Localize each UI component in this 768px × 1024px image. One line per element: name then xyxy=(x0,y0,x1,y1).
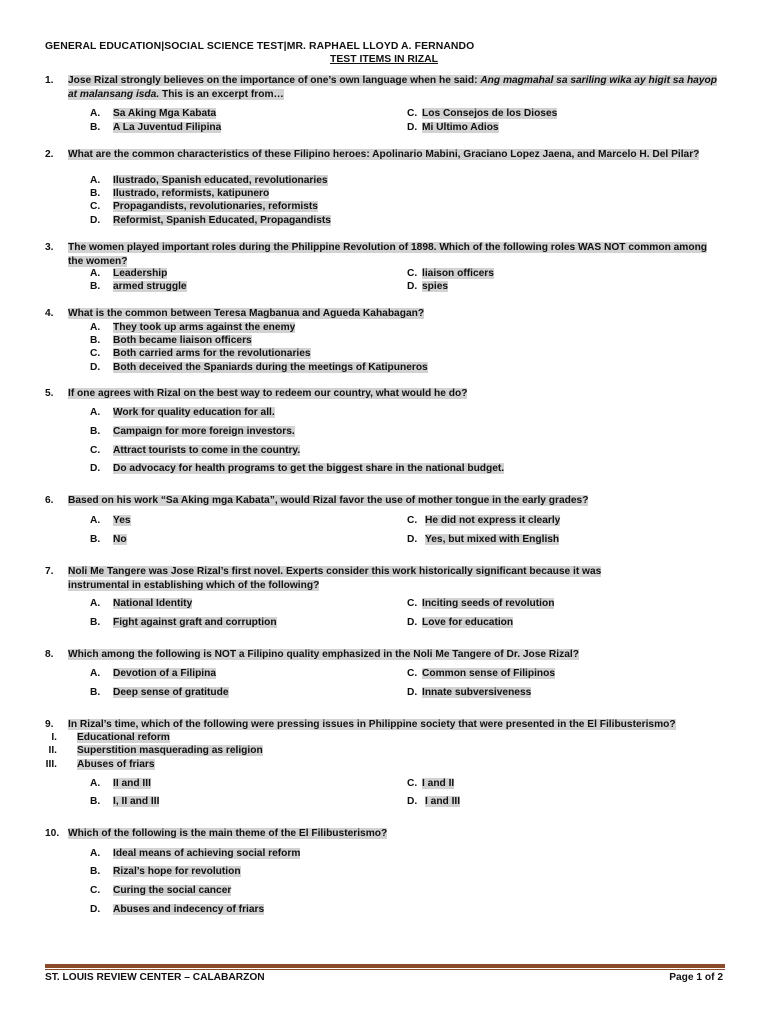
question-10: 10. Which of the following is the main theme of the El Filibusterismo? xyxy=(45,828,388,839)
option-2c[interactable]: C. Propagandists, revolutionaries, reformists xyxy=(90,201,318,212)
option-2a[interactable]: A. Ilustrado, Spanish educated, revolutionaries xyxy=(90,175,328,186)
option-8b[interactable]: B. Deep sense of gratitude xyxy=(90,687,229,698)
option-7b[interactable]: B. Fight against graft and corruption xyxy=(90,617,277,628)
question-6: 6. Based on his work “Sa Aking mga Kabata”, would Rizal favor the use of mother tongue in the early grades? xyxy=(45,495,589,506)
option-5b[interactable]: B. Campaign for more foreign investors. xyxy=(90,426,295,437)
stem-italic-quote: Ang magmahal sa sariling wika ay higit sa hayop at malansang isda. xyxy=(68,75,717,100)
option-9a[interactable]: A. II and III xyxy=(90,778,151,789)
option-7c[interactable]: C. Inciting seeds of revolution xyxy=(407,598,555,609)
option-4c[interactable]: C. Both carried arms for the revolutionaries xyxy=(90,348,311,359)
document-header: GENERAL EDUCATION|SOCIAL SCIENCE TEST|MR. RAPHAEL LLOYD A. FERNANDO xyxy=(45,41,475,52)
stem-text: Jose Rizal strongly believes on the importance of one’s own language when he said: xyxy=(68,75,481,86)
option-1c[interactable]: C. Los Consejos de los Dioses xyxy=(407,108,558,119)
option-10a[interactable]: A. Ideal means of achieving social reform xyxy=(90,848,301,859)
option-6a[interactable]: A. Yes xyxy=(90,515,131,526)
roman-item-3: III. Abuses of friars xyxy=(45,759,155,770)
question-stem: Which among the following is NOT a Filipino quality emphasized in the Noli Me Tangere of Dr. Jose Rizal? xyxy=(68,649,579,660)
roman-item-2: II. Superstition masquerading as religion xyxy=(48,745,263,756)
question-stem: What are the common characteristics of these Filipino heroes: Apolinario Mabini, Graciano Lopez Jaena, and Marcelo H. Del Pilar? xyxy=(68,149,700,160)
option-1a[interactable]: A. Sa Aking Mga Kabata xyxy=(90,108,217,119)
option-8d[interactable]: D. Innate subversiveness xyxy=(407,687,532,698)
option-9b[interactable]: B. I, II and III xyxy=(90,796,160,807)
question-stem xyxy=(68,74,725,101)
question-7: 7. Noli Me Tangere was Jose Rizal’s first novel. Experts consider this work historically significant because it was instrumental in establishing which of the following? xyxy=(45,566,602,591)
option-9d[interactable]: D. I and III xyxy=(407,796,461,807)
question-number: 1. xyxy=(45,75,54,86)
option-10d[interactable]: D. Abuses and indecency of friars xyxy=(90,904,265,915)
option-3a[interactable]: A. Leadership xyxy=(90,268,168,279)
option-1d[interactable]: D. Mi Ultimo Adios xyxy=(407,122,499,133)
option-2d[interactable]: D. Reformist, Spanish Educated, Propagandists xyxy=(90,215,331,226)
option-6b[interactable]: B. No xyxy=(90,534,127,545)
question-stem: What is the common between Teresa Magbanua and Agueda Kahabagan? xyxy=(68,308,425,319)
roman-item-1: I. Educational reform xyxy=(51,732,170,743)
stem-text-end: This is an excerpt from… xyxy=(159,88,284,100)
question-stem: Based on his work “Sa Aking mga Kabata”, would Rizal favor the use of mother tongue in the early grades? xyxy=(68,495,589,506)
question-3: 3. The women played important roles during the Philippine Revolution of 1898. Which of the following roles WAS NOT common among the women? xyxy=(45,242,708,267)
footer-page-number: Page 1 of 2 xyxy=(669,972,723,983)
option-8a[interactable]: A. Devotion of a Filipina xyxy=(90,668,217,679)
document-subtitle: TEST ITEMS IN RIZAL xyxy=(330,54,438,65)
question-1 xyxy=(45,74,725,101)
option-9c[interactable]: C. I and II xyxy=(407,778,455,789)
option-7d[interactable]: D. Love for education xyxy=(407,617,514,628)
question-stem: In Rizal’s time, which of the following were pressing issues in Philippine society that were presented in the El Filibusterismo? xyxy=(68,719,676,730)
option-10c[interactable]: C. Curing the social cancer xyxy=(90,885,232,896)
option-4a[interactable]: A. They took up arms against the enemy xyxy=(90,322,296,333)
option-3d[interactable]: D. spies xyxy=(407,281,449,292)
option-8c[interactable]: C. Common sense of Filipinos xyxy=(407,668,556,679)
option-2b[interactable]: B. Ilustrado, reformists, katipunero xyxy=(90,188,270,199)
option-6d[interactable]: D. Yes, but mixed with English xyxy=(407,534,560,545)
option-5c[interactable]: C. Attract tourists to come in the country. xyxy=(90,445,301,456)
question-8: 8. Which among the following is NOT a Filipino quality emphasized in the Noli Me Tangere of Dr. Jose Rizal? xyxy=(45,649,579,660)
question-9: 9. In Rizal’s time, which of the following were pressing issues in Philippine society that were presented in the El Filibusterismo? xyxy=(45,719,676,730)
footer-rule xyxy=(45,964,725,968)
option-10b[interactable]: B. Rizal’s hope for revolution xyxy=(90,866,241,877)
option-5a[interactable]: A. Work for quality education for all. xyxy=(90,407,275,418)
footer-center-name: ST. LOUIS REVIEW CENTER – CALABARZON xyxy=(45,972,265,983)
option-3c[interactable]: C. liaison officers xyxy=(407,268,494,279)
question-stem: Noli Me Tangere was Jose Rizal’s first novel. Experts consider this work historically significant because it was instrumental in establishing which of the following? xyxy=(68,566,602,591)
option-4b[interactable]: B. Both became liaison officers xyxy=(90,335,252,346)
question-stem: Which of the following is the main theme of the El Filibusterismo? xyxy=(68,828,388,839)
option-7a[interactable]: A. National Identity xyxy=(90,598,193,609)
question-stem: If one agrees with Rizal on the best way to redeem our country, what would he do? xyxy=(68,388,468,399)
option-5d[interactable]: D. Do advocacy for health programs to get the biggest share in the national budget. xyxy=(90,463,505,474)
option-4d[interactable]: D. Both deceived the Spaniards during the meetings of Katipuneros xyxy=(90,362,428,373)
question-2: 2. What are the common characteristics of these Filipino heroes: Apolinario Mabini, Graciano Lopez Jaena, and Marcelo H. Del Pilar? xyxy=(45,149,700,160)
question-stem: The women played important roles during the Philippine Revolution of 1898. Which of the following roles WAS NOT common among the women? xyxy=(68,242,708,267)
question-4: 4. What is the common between Teresa Magbanua and Agueda Kahabagan? xyxy=(45,308,425,319)
question-5: 5. If one agrees with Rizal on the best way to redeem our country, what would he do? xyxy=(45,388,468,399)
option-1b[interactable]: B. A La Juventud Filipina xyxy=(90,122,222,133)
option-6c[interactable]: C. He did not express it clearly xyxy=(407,515,561,526)
option-3b[interactable]: B. armed struggle xyxy=(90,281,187,292)
footer-rule-thin xyxy=(45,969,725,970)
